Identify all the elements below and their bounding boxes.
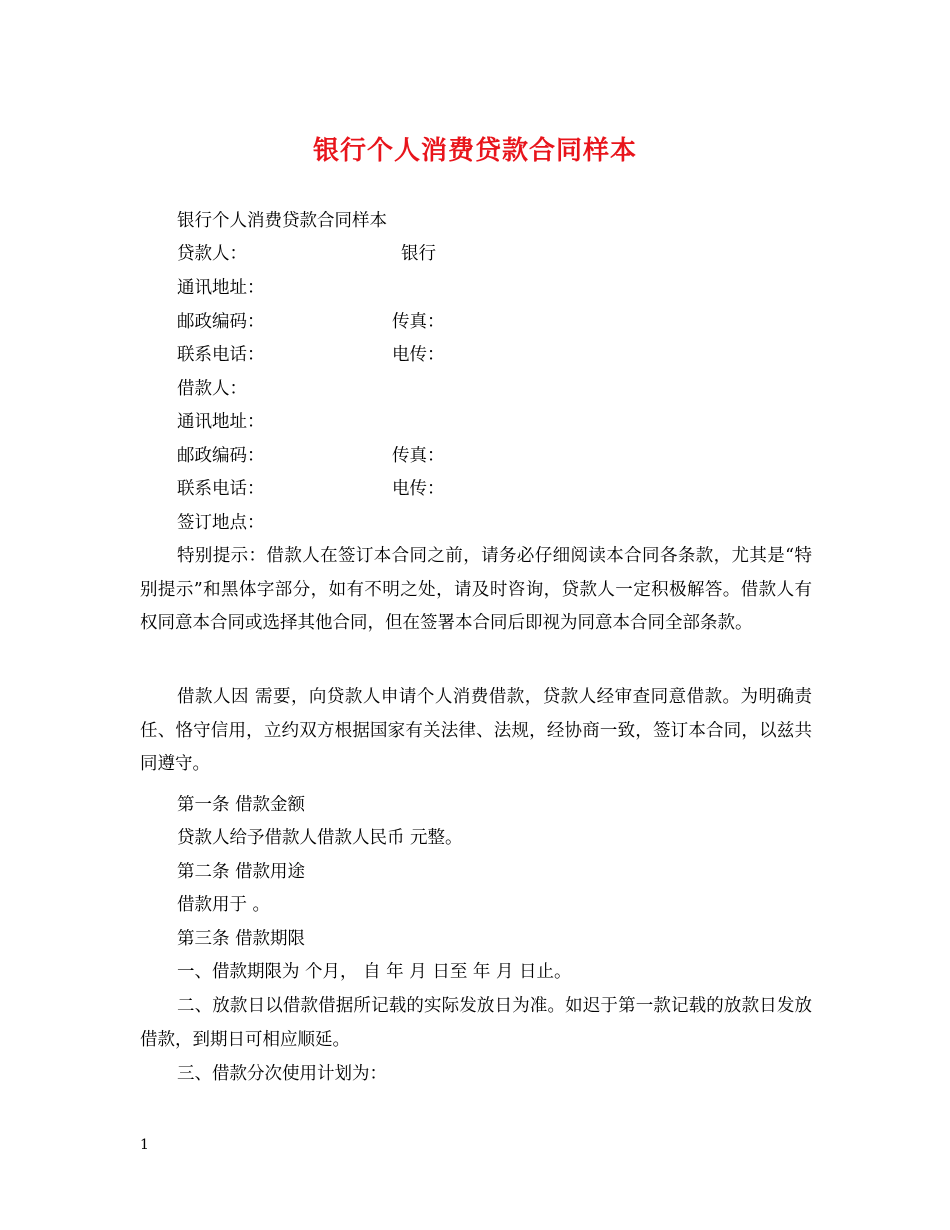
article-1-text: 贷款人给予借款人借款人民币 元整。 (177, 828, 463, 848)
article-3-title: 第三条 借款期限 (177, 929, 306, 949)
article-1-title: 第一条 借款金额 (177, 795, 306, 815)
lender-bank: 银行 (401, 244, 436, 264)
lender-address: 通讯地址： (177, 278, 265, 298)
article-2-title: 第二条 借款用途 (177, 862, 306, 882)
borrower-telex-label: 电传： (392, 479, 445, 499)
lender-label: 贷款人： (177, 244, 247, 264)
lender-telex-label: 电传： (392, 345, 445, 365)
article-2-text: 借款用于 。 (177, 895, 271, 915)
borrower-address: 通讯地址： (177, 412, 265, 432)
article-3-item-2: 二、放款日以借款借据所记载的实际发放日为准。如迟于第一款记载的放款日发放借款，到期日可相应顺延。 (140, 996, 812, 1050)
borrower-fax-label: 传真： (392, 446, 445, 466)
lender-fax-label: 传真： (392, 312, 445, 332)
subtitle-line: 银行个人消费贷款合同样本 (177, 211, 387, 231)
borrower-postcode-label: 邮政编码： (177, 446, 265, 466)
page-number: 1 (140, 1137, 149, 1153)
special-notice-paragraph: 特别提示：借款人在签订本合同之前，请务必仔细阅读本合同各条款，尤其是“特别提示”和黑体字部分，如有不明之处，请及时咨询，贷款人一定积极解答。借款人有权同意本合同或选择其他合同，但在签署本合同后即视为同意本合同全部条款。 (140, 546, 812, 633)
document-title: 银行个人消费贷款合同样本 (312, 136, 637, 166)
borrower-label: 借款人： (177, 379, 247, 399)
lender-postcode-label: 邮政编码： (177, 312, 265, 332)
sign-place: 签订地点： (177, 513, 265, 533)
lender-phone-label: 联系电话： (177, 345, 265, 365)
article-3-item-1: 一、借款期限为 个月， 自 年 月 日至 年 月 日止。 (177, 962, 572, 982)
borrower-phone-label: 联系电话： (177, 479, 265, 499)
preamble-paragraph: 借款人因 需要，向贷款人申请个人消费借款，贷款人经审查同意借款。为明确责任、恪守信用，立约双方根据国家有关法律、法规，经协商一致，签订本合同，以兹共同遵守。 (140, 687, 812, 774)
article-3-item-3: 三、借款分次使用计划为： (177, 1064, 387, 1084)
